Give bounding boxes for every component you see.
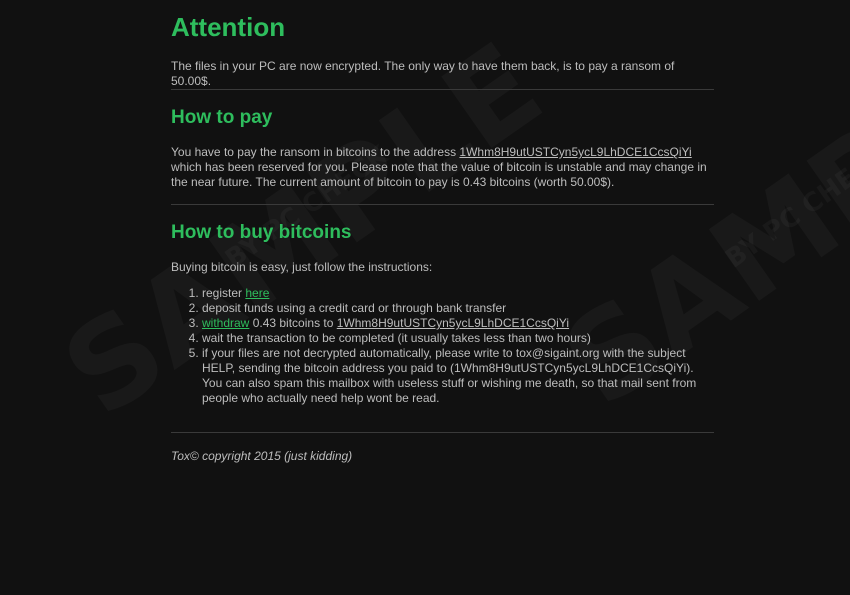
pay-text-after: which has been reserved for you. Please note that the value of bitcoin is unstable and may change in the near future. The current amount of bitcoin to pay is 0.43 bitcoins (worth 50.00$). <box>171 160 707 189</box>
step3-text: 0.43 bitcoins to <box>249 316 337 330</box>
withdraw-link[interactable]: withdraw <box>202 316 250 330</box>
pay-text-before: You have to pay the ransom in bitcoins to the address <box>171 145 460 159</box>
divider-2 <box>171 204 714 205</box>
list-item <box>202 316 714 331</box>
list-item: 4. wait the transaction to be completed (it usually takes less than two hours) <box>202 331 714 346</box>
how-to-buy-heading: How to buy bitcoins <box>171 222 352 243</box>
how-to-pay-heading: How to pay <box>171 107 273 128</box>
list-item: 2. deposit funds using a credit card or through bank transfer <box>202 301 714 316</box>
list-item: 5. if your files are not decrypted automatically, please write to tox@sigaint.org with the subject HELP, sending the bitcoin address you paid to (1Whm8H9utUSTCyn5ycL9LhDCE1CcsQiYi). You can also spam this mailbox with useless stuff or wishing me death, so that mail sent from people who actually need help wont be read. <box>202 346 714 406</box>
how-to-pay-text <box>171 145 714 190</box>
how-to-buy-intro: Buying bitcoin is easy, just follow the instructions: <box>171 260 433 274</box>
footer-copyright: Tox© copyright 2015 (just kidding) <box>171 449 353 463</box>
step3-address-link[interactable]: 1Whm8H9utUSTCyn5ycL9LhDCE1CcsQiYi <box>336 316 570 330</box>
bitcoin-address-link[interactable]: 1Whm8H9utUSTCyn5ycL9LhDCE1CcsQiYi <box>459 145 692 159</box>
intro-text: The files in your PC are now encrypted. The only way to have them back, is to pay a ransom of 50.00$. <box>171 59 675 88</box>
page-title: Attention <box>171 12 286 42</box>
register-here-link[interactable]: here <box>245 286 270 300</box>
divider-3 <box>171 432 714 433</box>
instructions-list <box>171 286 714 406</box>
step1-text: register <box>202 286 246 300</box>
watermark-right-sub <box>720 140 850 274</box>
list-item <box>202 286 714 301</box>
divider-1 <box>171 89 714 90</box>
